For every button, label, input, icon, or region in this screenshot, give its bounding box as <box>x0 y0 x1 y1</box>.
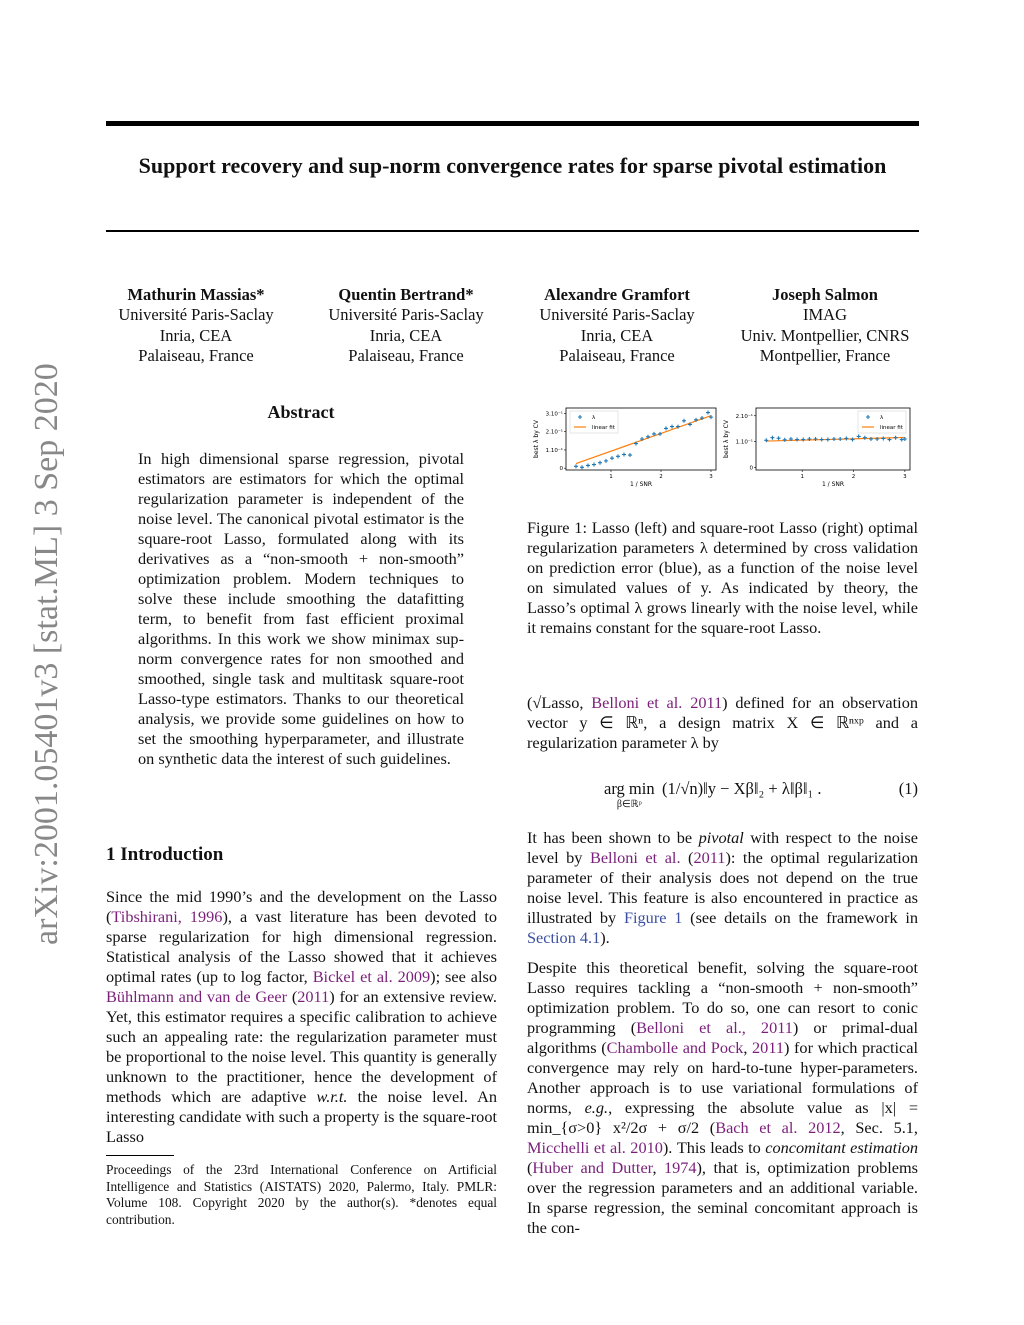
data-point <box>838 437 842 441</box>
author-name: Quentin Bertrand* <box>338 285 474 304</box>
author-name: Joseph Salmon <box>772 285 878 304</box>
figure-caption: Figure 1: Lasso (left) and square-root Lasso (right) optimal regularization parameters λ determined by cross validation on prediction error (blue), as a function of the noise level on simulated values of y. As indicated by theory, the Lasso’s optimal λ grows linearly with the noise level, while it remains constant for the square-root Lasso. <box>527 518 918 637</box>
author-block <box>725 285 925 366</box>
author-affiliation: Montpellier, France <box>759 345 891 365</box>
author-affiliation: IMAG <box>803 305 847 325</box>
data-point <box>770 436 774 440</box>
paragraph-concomitant <box>527 958 918 1238</box>
data-point <box>610 456 614 460</box>
arxiv-identifier: arXiv:2001.05401v3 [stat.ML] 3 Sep 2020 <box>28 363 65 945</box>
author-block <box>306 285 506 366</box>
text-segment: (see details on the framework in <box>682 908 919 927</box>
data-point <box>869 437 873 441</box>
data-point <box>682 419 686 423</box>
citation-link[interactable]: Belloni et al., 2011 <box>636 1018 793 1037</box>
emphasis-text: concomitant estimation <box>765 1138 919 1157</box>
y-tick-label: 0 <box>559 466 563 473</box>
y-tick-label: 1.10⁻¹ <box>735 439 753 446</box>
citation-link[interactable]: Micchelli et al. 2010 <box>527 1138 663 1157</box>
data-point <box>777 436 781 440</box>
x-tick-label: 1 <box>800 474 804 480</box>
text-segment: Since the mid 1990’s and the development on the Lasso ( <box>106 887 497 926</box>
author-block <box>517 285 717 366</box>
data-point <box>881 436 885 440</box>
footnote-rule <box>106 1155 174 1156</box>
text-segment: , <box>652 1158 664 1177</box>
equation-argmin: arg min <box>604 779 655 798</box>
data-point <box>616 454 620 458</box>
text-segment: ( <box>527 1158 533 1177</box>
author-affiliation: Palaiseau, France <box>559 345 675 365</box>
abstract-text: In high dimensional sparse regression, pivotal estimators are estimators for which the optimal regularization parameter is independent of the noise level. The canonical pivotal estimator is the square-root Lasso, formulated along with its derivatives as a “non-smooth + non-smooth” optimization problem. Modern techniques to solve these include smoothing the datafitting term, to benefit from fast efficient proximal algorithms. In this work we show minimax sup-norm convergence rates for non smoothed and smoothed, single task and multitask square-root Lasso-type estimators. Thanks to our theoretical analysis, we provide some guidelines on how to set the smoothing hyperparameter, and illustrate on synthetic data the interest of such guidelines. <box>138 449 464 768</box>
author-name: Alexandre Gramfort <box>544 285 690 304</box>
emphasis-text: w.r.t. <box>316 1087 348 1106</box>
text-segment: the noise level. An interesting candidate with such a property is the square-root Lasso <box>106 1087 497 1146</box>
text-segment: ) for which practical convergence may rely on hard-to-tune hyper-parameters. Another approach is to use variational formulations of norms, <box>527 1038 919 1117</box>
text-segment: expressing the absolute value as |x| = min_{σ>0} x²/2σ + σ/2 ( <box>527 1098 919 1137</box>
data-point <box>586 463 590 467</box>
citation-link[interactable]: 2011 <box>297 987 330 1006</box>
citation-link[interactable]: Belloni et al. <box>589 848 681 867</box>
y-tick-label: 1.10⁻¹ <box>545 447 563 454</box>
author-affiliation: Inria, CEA <box>369 325 443 345</box>
y-axis-label: best λ by CV <box>533 420 540 458</box>
text-segment: ). This leads to <box>662 1138 766 1157</box>
citation-link[interactable]: Belloni et al. 2011 <box>591 693 723 712</box>
citation-link[interactable]: 2011 <box>693 848 726 867</box>
data-point <box>857 434 861 438</box>
data-point <box>580 465 584 469</box>
y-axis-label: best λ by CV <box>723 420 730 458</box>
x-axis-label: 1 / SNR <box>821 481 845 488</box>
title-rule <box>106 230 919 232</box>
data-point <box>598 461 602 465</box>
author-affiliation: Inria, CEA <box>159 325 233 345</box>
text-segment: ). <box>600 928 610 947</box>
text-segment: ); see also <box>430 967 498 986</box>
x-axis-label: 1 / SNR <box>629 481 653 488</box>
citation-link[interactable]: Huber and Dutter <box>532 1158 653 1177</box>
text-segment: ): the optimal regularization parameter of their analysis does not depend on the true noise level. This feature is also encountered in practice as illustrated by <box>527 848 919 927</box>
legend-label: linear fit <box>880 425 903 431</box>
legend-label: λ <box>880 415 884 421</box>
data-point <box>820 438 824 442</box>
emphasis-text: pivotal <box>698 828 744 847</box>
author-affiliation: Université Paris-Saclay <box>539 305 695 325</box>
section-heading-introduction: 1 Introduction <box>106 844 224 865</box>
data-point <box>658 432 662 436</box>
x-tick-label: 1 <box>609 474 613 480</box>
emphasis-text: e.g., <box>584 1098 613 1117</box>
equation-body: (1/√n)‖y − Xβ‖₂ + λ‖β‖₁ . <box>662 779 822 798</box>
data-point <box>844 436 848 440</box>
data-point <box>826 438 830 442</box>
x-tick-label: 3 <box>903 474 907 480</box>
author-name: Mathurin Massias* <box>127 285 265 304</box>
data-point <box>894 436 898 440</box>
text-segment: , <box>743 1038 753 1057</box>
x-tick-label: 2 <box>851 474 856 480</box>
citation-link[interactable]: 1974 <box>663 1158 697 1177</box>
author-affiliation: Palaiseau, France <box>348 345 464 365</box>
y-tick-label: 0 <box>749 465 753 472</box>
citation-link[interactable]: Bickel et al. 2009 <box>312 967 431 986</box>
author-block <box>96 285 296 366</box>
y-tick-label: 3.10⁻¹ <box>545 411 563 418</box>
intro-paragraph <box>106 887 497 1147</box>
data-point <box>670 425 674 429</box>
equation-number: (1) <box>898 779 918 798</box>
paragraph-pivotal <box>527 828 918 948</box>
x-tick-label: 3 <box>709 474 713 480</box>
footnote: Proceedings of the 23rd International Conference on Artificial Intelligence and Statistics (AISTATS) 2020, Palermo, Italy. PMLR: Volume 108. Copyright 2020 by the author(s). *denotes equal contribution. <box>106 1162 497 1227</box>
data-point <box>795 438 799 442</box>
data-point <box>574 464 578 468</box>
paper-title: Support recovery and sup-norm convergence rates for sparse pivotal estimation <box>138 153 887 178</box>
text-segment: ) defined for an observation vector y ∈ ℝⁿ, a design matrix X ∈ ℝⁿˣᵖ and a regularization parameter λ by <box>527 693 918 752</box>
author-affiliation: Université Paris-Saclay <box>328 305 484 325</box>
y-tick-label: 2.10⁻¹ <box>545 429 563 436</box>
paragraph-sqrt-lasso-def <box>527 693 918 753</box>
text-segment: ( <box>287 987 298 1006</box>
text-segment: ( <box>680 848 694 867</box>
text-segment: ) or primal-dual algorithms ( <box>527 1018 918 1057</box>
author-affiliation: Université Paris-Saclay <box>118 305 274 325</box>
text-segment: ), that is, optimization problems over the regression parameters and an additional variable. In sparse regression, the seminal concomitant approach is the con- <box>527 1158 918 1237</box>
figure-1 <box>527 402 919 497</box>
legend-label: linear fit <box>592 425 615 431</box>
text-segment: with respect to the noise level by <box>527 828 918 867</box>
data-point <box>592 463 596 467</box>
data-point <box>764 438 768 442</box>
data-point <box>832 437 836 441</box>
equation-subscript: β∈ℝᵖ <box>616 799 642 810</box>
citation-link[interactable]: Chambolle and Pock <box>606 1038 744 1057</box>
text-segment: It has been shown to be <box>527 828 699 847</box>
y-tick-label: 2.10⁻¹ <box>735 413 753 420</box>
author-affiliation: Inria, CEA <box>580 325 654 345</box>
citation-link[interactable]: Section 4.1 <box>527 928 601 947</box>
data-point <box>604 459 608 463</box>
citation-link[interactable]: Bühlmann and van de Geer <box>106 987 288 1006</box>
text-segment: ) for an extensive review. Yet, this estimator requires a specific calibration to achieve such an appealing rate: the regularization parameter must be proportional to the noise level. This quantity is generally unknown to the practitioner, hence the development of methods which are adaptive <box>106 987 497 1106</box>
data-point <box>706 411 710 415</box>
author-affiliation: Univ. Montpellier, CNRS <box>740 325 910 345</box>
x-tick-label: 2 <box>659 474 663 480</box>
text-segment: ), a vast literature has been devoted to sparse regularization for high dimensional regression. Statistical analysis of the Lasso showed that it achieves optimal rates (up to log factor, <box>106 907 497 986</box>
text-segment: , Sec. 5.1, <box>840 1118 918 1137</box>
data-point <box>851 438 855 442</box>
author-affiliation: Palaiseau, France <box>138 345 254 365</box>
data-point <box>628 453 632 457</box>
citation-link[interactable]: Figure 1 <box>623 908 683 927</box>
citation-link[interactable]: Tibshirani, 1996 <box>111 907 223 926</box>
data-point <box>622 453 626 457</box>
top-rule <box>106 121 919 126</box>
citation-link[interactable]: Bach et al. 2012 <box>715 1118 841 1137</box>
equation-1 <box>527 770 918 810</box>
legend-label: λ <box>592 415 596 421</box>
text-segment: Despite this theoretical benefit, solving the square-root Lasso requires tackling a “non-smooth + non-smooth” optimization problem. To do so, one can resort to conic programming ( <box>527 958 918 1037</box>
citation-link[interactable]: 2011 <box>752 1038 784 1057</box>
text-segment: (√Lasso, <box>527 693 592 712</box>
data-point <box>664 426 668 430</box>
data-point <box>801 438 805 442</box>
abstract-heading: Abstract <box>267 402 335 422</box>
